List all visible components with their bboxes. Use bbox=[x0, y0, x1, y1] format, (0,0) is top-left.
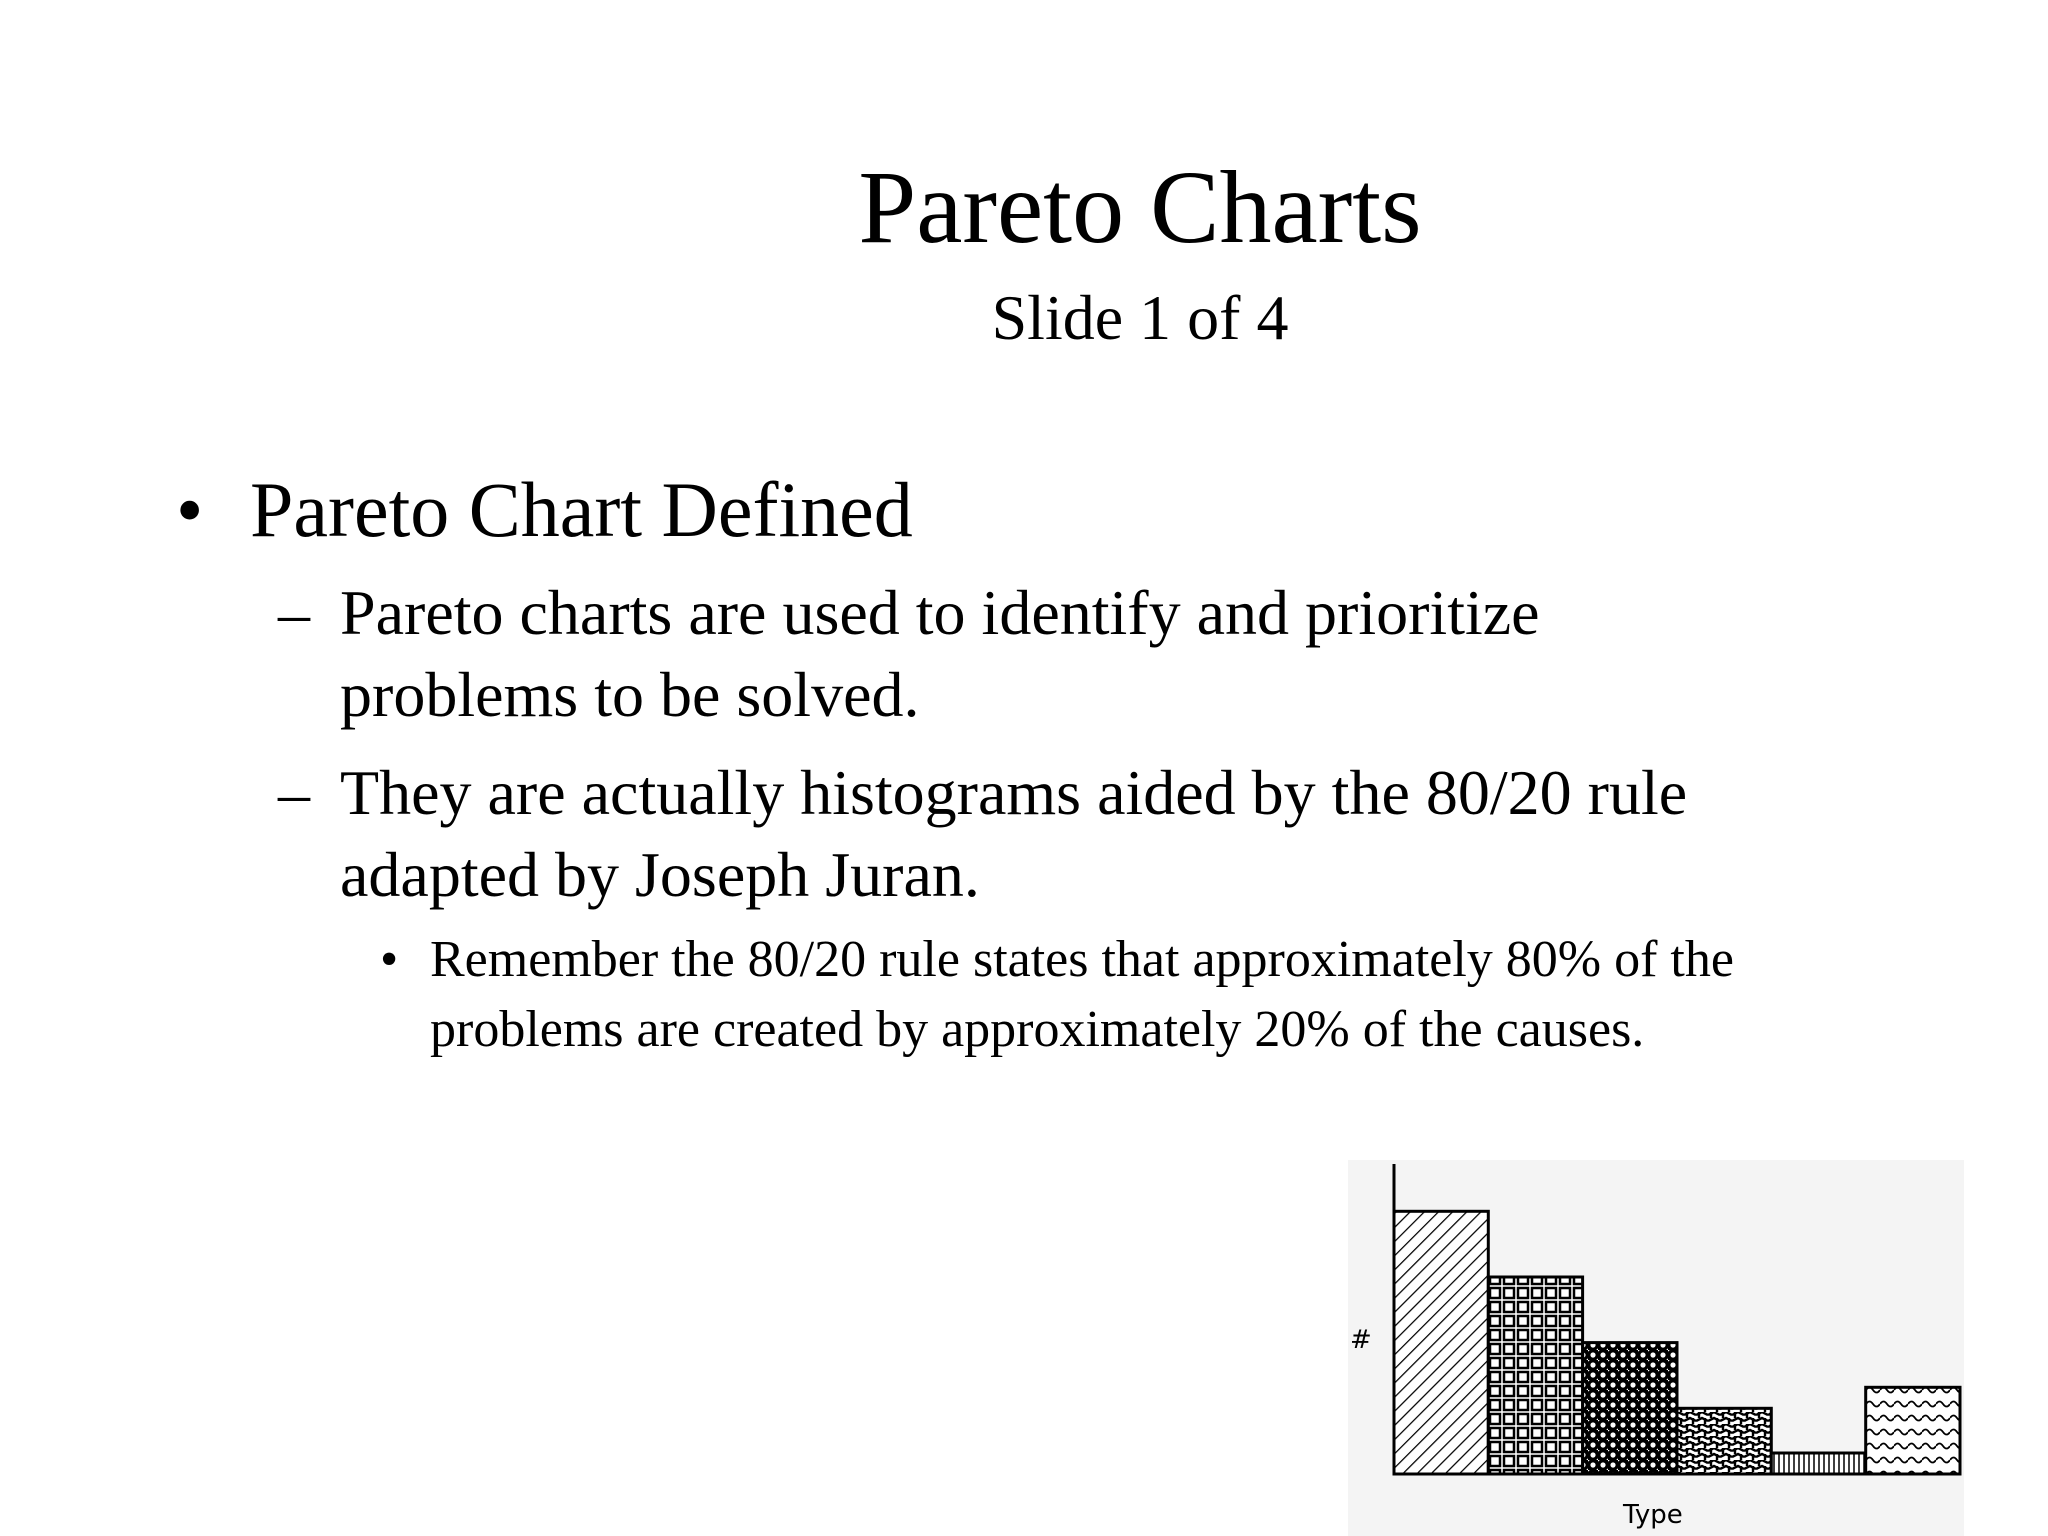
subitem-2-line-1: They are actually histograms aided by the 80/20 rule bbox=[340, 757, 1688, 828]
subitem-2-line-2: adapted by Joseph Juran. bbox=[340, 839, 980, 910]
x-axis-label: Type bbox=[1623, 1500, 1683, 1530]
note-line-1: Remember the 80/20 rule states that approximately 80% of the bbox=[430, 931, 1734, 988]
small-bullet-marker: • bbox=[380, 931, 399, 988]
dash-marker-2: – bbox=[278, 757, 310, 828]
bullet-marker: • bbox=[176, 466, 204, 553]
bar-6 bbox=[1866, 1387, 1960, 1474]
slide-title: Pareto Charts bbox=[858, 150, 1422, 265]
pareto-chart bbox=[1348, 1160, 1964, 1536]
bullet-pareto-chart-defined: Pareto Chart Defined bbox=[250, 466, 913, 553]
bar-4 bbox=[1677, 1408, 1771, 1474]
bar-2 bbox=[1488, 1277, 1582, 1474]
subitem-1-line-2: problems to be solved. bbox=[340, 659, 920, 730]
pareto-chart-svg bbox=[1348, 1160, 1964, 1536]
dash-marker-1: – bbox=[278, 577, 310, 648]
subitem-1-line-1: Pareto charts are used to identify and prioritize bbox=[340, 577, 1540, 648]
bar-1 bbox=[1394, 1211, 1488, 1474]
y-axis-label: # bbox=[1350, 1325, 1372, 1355]
note-line-2: problems are created by approximately 20% of the causes. bbox=[430, 1001, 1645, 1058]
bar-5 bbox=[1771, 1453, 1865, 1474]
slide-subtitle: Slide 1 of 4 bbox=[991, 282, 1289, 353]
bar-3 bbox=[1583, 1343, 1677, 1474]
